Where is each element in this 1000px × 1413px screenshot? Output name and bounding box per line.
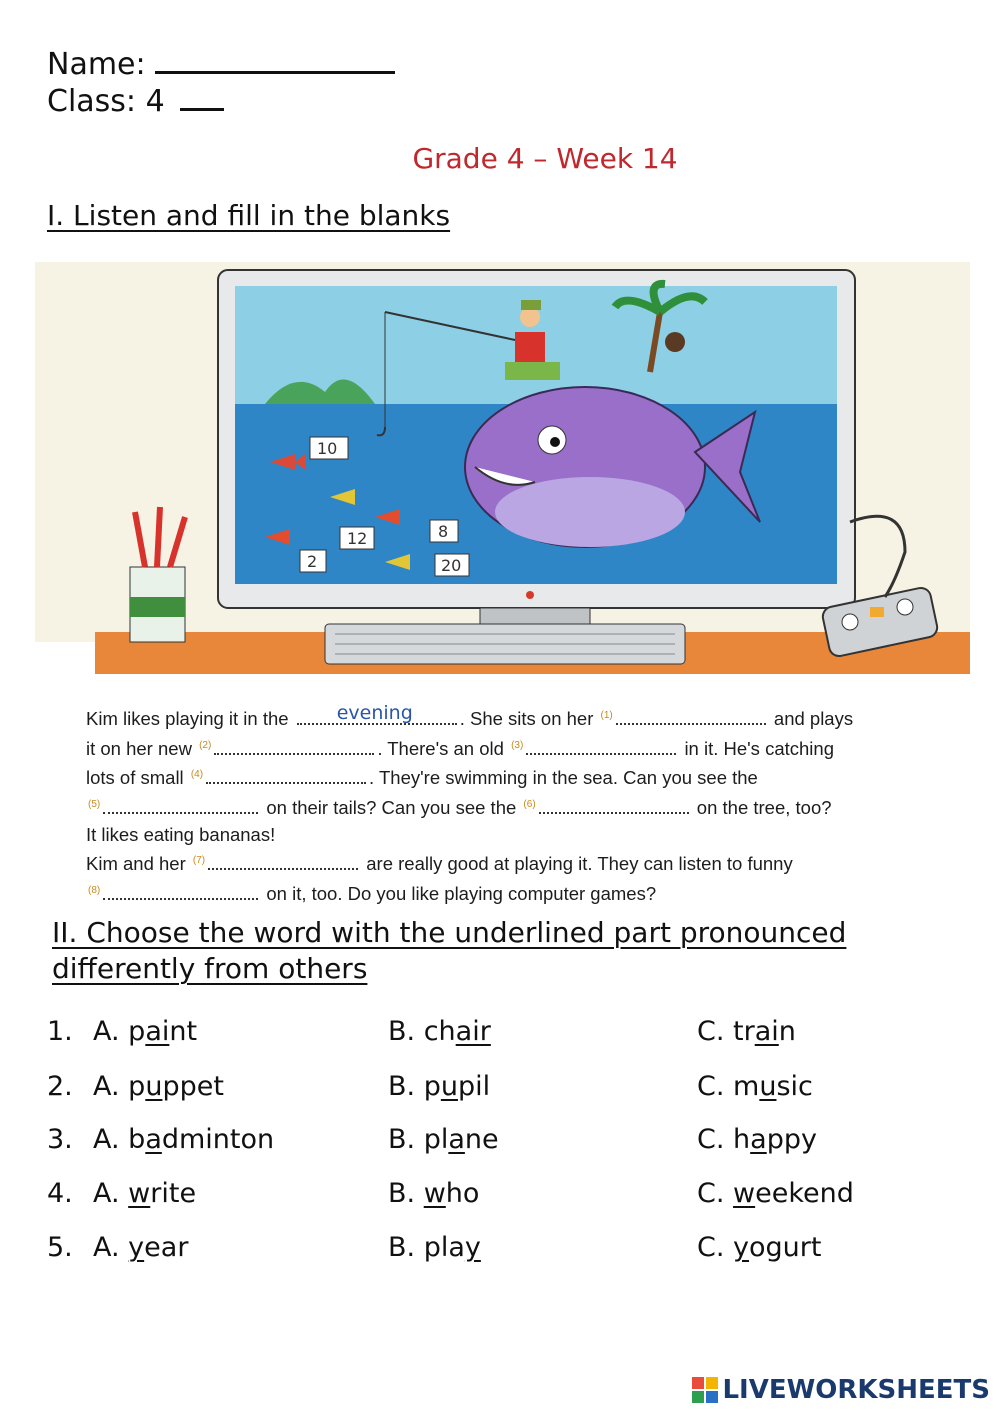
q3-option-b[interactable] <box>388 1124 499 1155</box>
option-letter: A. <box>93 1071 129 1102</box>
option-letter: A. <box>93 1232 129 1263</box>
word-part: b <box>128 1124 146 1155</box>
q5-option-b[interactable] <box>388 1232 481 1263</box>
option-letter: C. <box>697 1232 734 1263</box>
option-letter: A. <box>93 1016 129 1047</box>
passage-line-7: $^{(8)}$ on it, too. Do you like playing computer games? <box>88 882 657 904</box>
question-number: 4. <box>47 1178 73 1209</box>
section2-heading-line2: differently from others <box>52 952 368 985</box>
question-number: 2. <box>47 1071 73 1102</box>
underlined-part: ai <box>145 1016 170 1047</box>
q3-option-a[interactable] <box>93 1124 274 1155</box>
passage-line-6: Kim and her $^{(7)}$ are really good at playing it. They can listen to funny <box>86 853 793 875</box>
word-part: p <box>128 1016 146 1047</box>
q1-option-b[interactable] <box>388 1016 491 1047</box>
passage-line-4: $^{(5)}$ on their tails? Can you see the $^{(6)}$ on the tree, too? <box>88 797 832 819</box>
section1-heading: I. Listen and fill in the blanks <box>47 199 451 232</box>
scene-label-4: 2 <box>307 552 318 571</box>
underlined-part: y <box>128 1232 145 1263</box>
name-blank[interactable] <box>155 71 395 74</box>
word-part: dminton <box>161 1124 275 1155</box>
word-part: tr <box>733 1016 755 1047</box>
answer-blank-5[interactable] <box>103 798 258 814</box>
option-letter: C. <box>697 1178 734 1209</box>
scene-label-1: 10 <box>317 439 338 458</box>
scene-label-3: 8 <box>438 522 449 541</box>
q1-option-a[interactable] <box>93 1016 197 1047</box>
word-part: ppy <box>766 1124 817 1155</box>
q5-option-c[interactable] <box>697 1232 821 1263</box>
word-part: rite <box>150 1178 197 1209</box>
underlined-part: a <box>145 1124 162 1155</box>
section2-heading-line1: II. Choose the word with the underlined part pronounced <box>52 916 847 949</box>
word-part: ppet <box>162 1071 224 1102</box>
underlined-part: air <box>455 1016 491 1047</box>
answer-blank-3[interactable] <box>526 739 676 755</box>
name-line <box>47 47 395 82</box>
q4-option-b[interactable] <box>388 1178 479 1209</box>
underlined-part: u <box>145 1071 163 1102</box>
word-part: ch <box>423 1016 456 1047</box>
filled-answer: evening <box>336 701 413 724</box>
q5-option-a[interactable] <box>93 1232 188 1263</box>
page-title: Grade 4 – Week 14 <box>412 142 678 175</box>
scene-label-5: 20 <box>441 556 462 575</box>
logo-text: LIVEWORKSHEETS <box>722 1375 990 1405</box>
q1-option-c[interactable] <box>697 1016 796 1047</box>
passage-line-1: Kim likes playing it in the evening . She sits on her $^{(1)}$ and plays <box>86 701 854 730</box>
option-letter: A. <box>93 1124 129 1155</box>
q2-option-a[interactable] <box>93 1071 224 1102</box>
underlined-part: u <box>759 1071 777 1102</box>
fill-in-passage <box>86 703 966 907</box>
logo-icon <box>692 1377 718 1403</box>
scene-label-2: 12 <box>347 529 368 548</box>
class-line <box>47 84 224 119</box>
option-letter: C. <box>697 1071 734 1102</box>
underlined-part: a <box>448 1124 465 1155</box>
passage-line-5: It likes eating bananas! <box>86 823 276 845</box>
passage-line-2: it on her new $^{(2)}$ . There's an old $^{(3)}$ in it. He's catching <box>86 737 834 759</box>
name-label: Name: <box>47 47 146 82</box>
answer-blank-1[interactable] <box>616 709 766 725</box>
underlined-part: ai <box>754 1016 779 1047</box>
word-part: ear <box>144 1232 189 1263</box>
option-letter: B. <box>388 1178 424 1209</box>
word-part: ho <box>445 1178 480 1209</box>
word-part: eekend <box>755 1178 854 1209</box>
answer-blank-4[interactable] <box>206 768 366 784</box>
option-letter: B. <box>388 1016 424 1047</box>
word-part: nt <box>169 1016 198 1047</box>
word-part: pla <box>423 1232 465 1263</box>
q2-option-b[interactable] <box>388 1071 490 1102</box>
question-number: 3. <box>47 1124 73 1155</box>
word-part: n <box>778 1016 796 1047</box>
q2-option-c[interactable] <box>697 1071 813 1102</box>
word-part: h <box>733 1124 751 1155</box>
option-letter: B. <box>388 1124 424 1155</box>
word-part: p <box>128 1071 146 1102</box>
word-part: pil <box>457 1071 491 1102</box>
word-part: ne <box>464 1124 499 1155</box>
option-letter: B. <box>388 1232 424 1263</box>
option-letter: C. <box>697 1016 734 1047</box>
passage-line-3: lots of small $^{(4)}$ . They're swimming in the sea. Can you see the <box>86 767 758 789</box>
option-letter: C. <box>697 1124 734 1155</box>
option-letter: A. <box>93 1178 129 1209</box>
underlined-part: y <box>733 1232 750 1263</box>
underlined-part: y <box>464 1232 481 1263</box>
class-blank[interactable] <box>180 108 224 111</box>
answer-blank-2[interactable] <box>214 739 374 755</box>
word-part: sic <box>776 1071 813 1102</box>
q3-option-c[interactable] <box>697 1124 817 1155</box>
underlined-part: w <box>128 1178 151 1209</box>
answer-blank-7[interactable] <box>208 854 358 870</box>
underlined-part: a <box>750 1124 767 1155</box>
word-part: pl <box>423 1124 449 1155</box>
word-part: p <box>423 1071 441 1102</box>
word-part: ogurt <box>749 1232 822 1263</box>
answer-blank-6[interactable] <box>539 798 689 814</box>
answer-blank-example[interactable] <box>297 701 457 725</box>
underlined-part: u <box>440 1071 458 1102</box>
underlined-part: w <box>733 1178 756 1209</box>
liveworksheets-logo <box>692 1375 990 1405</box>
option-letter: B. <box>388 1071 424 1102</box>
question-number: 5. <box>47 1232 73 1263</box>
word-part: m <box>733 1071 760 1102</box>
question-number: 1. <box>47 1016 73 1047</box>
answer-blank-8[interactable] <box>103 884 258 900</box>
computer-game-illustration <box>35 262 970 682</box>
q4-option-c[interactable] <box>697 1178 854 1209</box>
class-label: Class: 4 <box>47 84 165 119</box>
q4-option-a[interactable] <box>93 1178 196 1209</box>
underlined-part: w <box>423 1178 446 1209</box>
